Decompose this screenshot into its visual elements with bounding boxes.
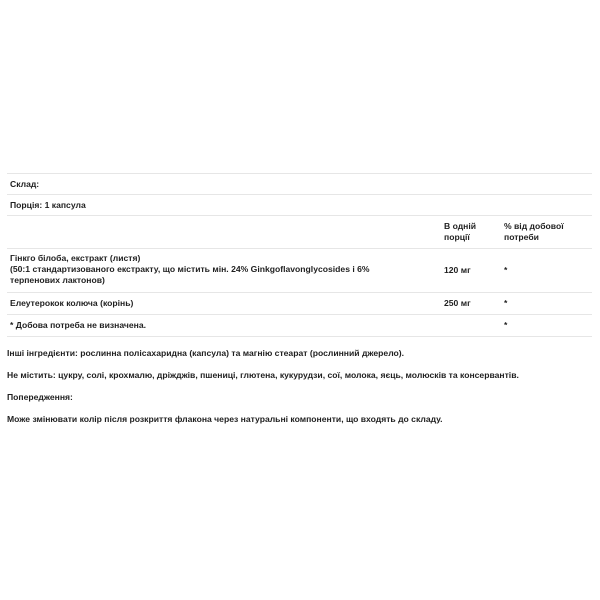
footnote-daily-value: * xyxy=(504,320,508,330)
table-row xyxy=(7,292,592,314)
serving-size: Порція: 1 капсула xyxy=(10,199,86,210)
free-of-statement: Не містить: цукру, солі, крохмалю, дріжджів, пшениці, глютена, кукурудзи, сої, молока, яєць, молюсків та консервантів. xyxy=(7,370,519,380)
column-header-row xyxy=(7,215,592,248)
warning-text: Може змінювати колір після розкриття флакона через натуральні компоненти, що входять до складу. xyxy=(7,414,443,424)
daily-value-column-header: % від добової потреби xyxy=(504,221,564,242)
footnote-row xyxy=(7,314,592,337)
warning-title: Попередження: xyxy=(7,392,73,402)
other-ingredients: Інші інгредієнти: рослинна полісахаридна (капсула) та магнію стеарат (рослинний джерело). xyxy=(7,348,405,358)
footnote-text: * Добова потреба не визначена. xyxy=(10,320,147,330)
ingredient-daily-value: * xyxy=(504,298,508,308)
amount-column-header: В одній порції xyxy=(444,221,477,242)
composition-title-row xyxy=(7,173,592,194)
table-row xyxy=(7,248,592,292)
ingredient-amount: 250 мг xyxy=(444,298,471,308)
supplement-facts-table xyxy=(7,173,592,337)
composition-title: Склад: xyxy=(10,178,40,189)
serving-row xyxy=(7,194,592,215)
ingredient-daily-value: * xyxy=(504,265,508,275)
ingredient-name: Елеутерокок колюча (корінь) xyxy=(10,298,134,308)
ingredient-name: Гінкго білоба, екстракт (листя) (50:1 стандартизованого екстракту, що містить мін. 24% Ginkgoflavonglycosides і 6% терпенових лактонов) xyxy=(10,253,370,285)
ingredient-amount: 120 мг xyxy=(444,265,471,275)
